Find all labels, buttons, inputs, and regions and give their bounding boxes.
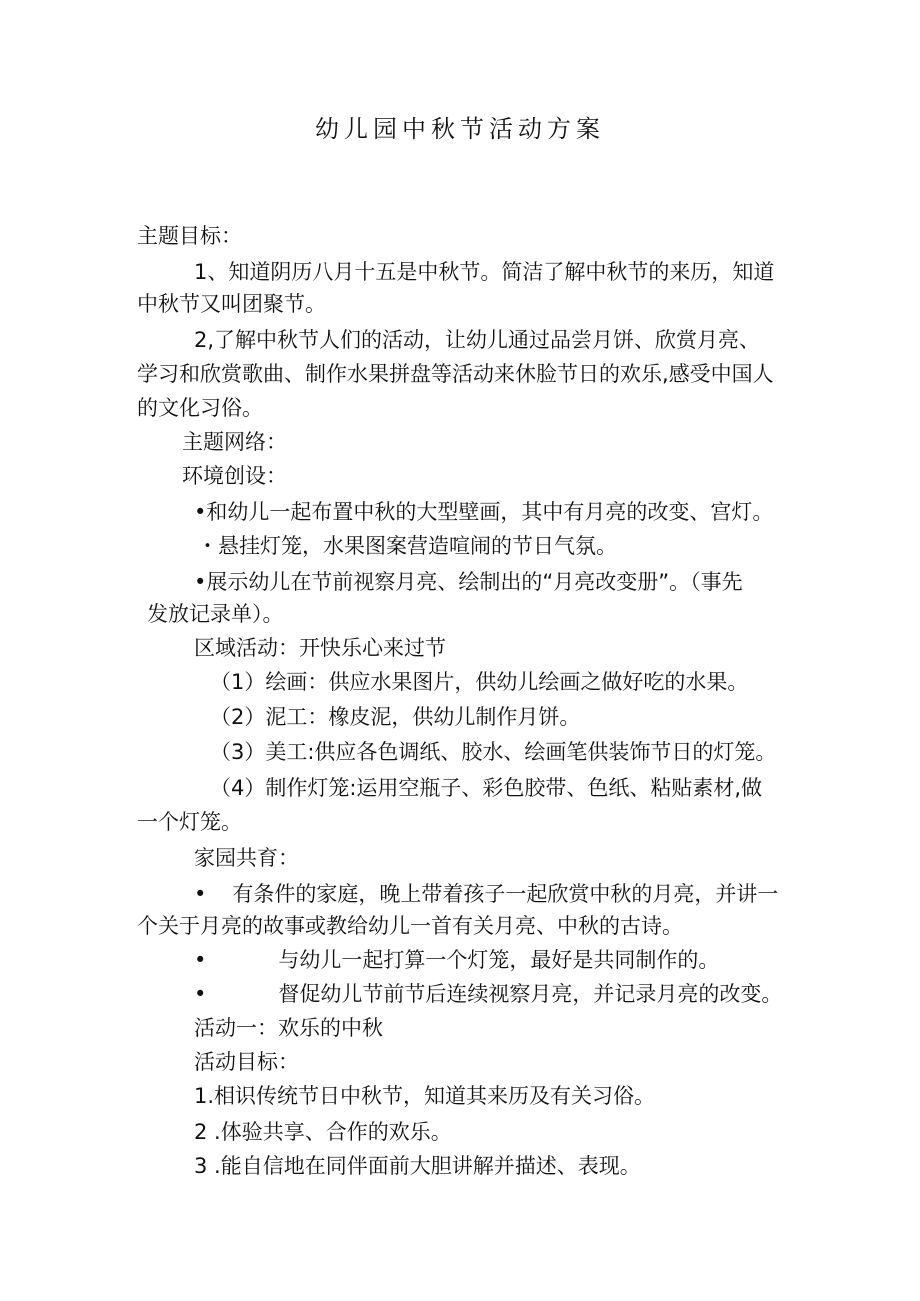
section-heading-activity-one: 活动一：欢乐的中秋 (194, 1016, 383, 1040)
list-item: •和幼儿一起布置中秋的大型壁画，其中有月亮的改变、宫灯。 (194, 500, 774, 524)
section-heading-area-activity: 区域活动：开快乐心来过节 (194, 636, 446, 660)
list-item: （3）美工:供应各色调纸、胶水、绘画笔供装饰节日的灯笼。 (210, 740, 777, 764)
paragraph-line: 中秋节又叫团聚节。 (137, 292, 326, 316)
section-heading-home-school: 家园共育： (194, 846, 299, 870)
list-item-text: 督促幼儿节前节后连续视察月亮，并记录月亮的改变。 (278, 982, 783, 1006)
paragraph-line: 一个灯笼。 (137, 810, 242, 834)
bullet-dot: • (194, 882, 207, 906)
list-item: （1）绘画：供应水果图片，供幼儿绘画之做好吃的水果。 (210, 670, 749, 694)
section-heading-network: 主题网络： (182, 430, 287, 454)
list-item: 3 .能自信地在同伴面前大胆讲解并描述、表现。 (194, 1154, 641, 1178)
bullet-dot: • (194, 948, 207, 972)
list-item (194, 946, 719, 974)
paragraph-line: 的文化习俗。 (137, 396, 263, 420)
paragraph-line: 发放记录单）。 (147, 602, 284, 626)
list-item: 1.相识传统节日中秋节，知道其来历及有关习俗。 (194, 1084, 656, 1108)
list-item-text: 有条件的家庭，晚上带着孩子一起欣赏中秋的月亮，并讲一 (232, 882, 779, 906)
paragraph-line: 学习和欣赏歌曲、制作水果拼盘等活动来休脸节日的欢乐,感受中国人 (137, 362, 774, 386)
section-heading-environment: 环境创设： (182, 464, 287, 488)
section-heading-goals: 主题目标： (137, 224, 242, 248)
list-item: （4）制作灯笼:运用空瓶子、彩色胶带、色纸、粘贴素材,做 (210, 776, 763, 800)
list-item: 2 .体验共享、合作的欢乐。 (194, 1120, 452, 1144)
list-item-text: 与幼儿一起打算一个灯笼，最好是共同制作的。 (278, 948, 720, 972)
paragraph-line: 2,了解中秋节人们的活动，让幼儿通过品尝月饼、欣赏月亮、 (194, 328, 761, 352)
list-item: •展示幼儿在节前视察月亮、绘制出的“月亮改变册”。（事先 (194, 570, 743, 594)
paragraph-line: 1、知道阴历八月十五是中秋节。简洁了解中秋节的来历，知道 (194, 260, 775, 284)
list-item (194, 880, 778, 908)
paragraph-line: 个关于月亮的故事或教给幼儿一首有关月亮、中秋的古诗。 (137, 914, 683, 938)
list-item: ・悬挂灯笼，水果图案营造喧闹的节日气氛。 (197, 534, 617, 558)
list-item (194, 980, 782, 1008)
section-heading-activity-goals: 活动目标： (194, 1050, 299, 1074)
bullet-dot: • (194, 982, 207, 1006)
list-item: （2）泥工：橡皮泥，供幼儿制作月饼。 (210, 705, 581, 729)
document-title: 幼儿园中秋节活动方案 (315, 115, 605, 143)
